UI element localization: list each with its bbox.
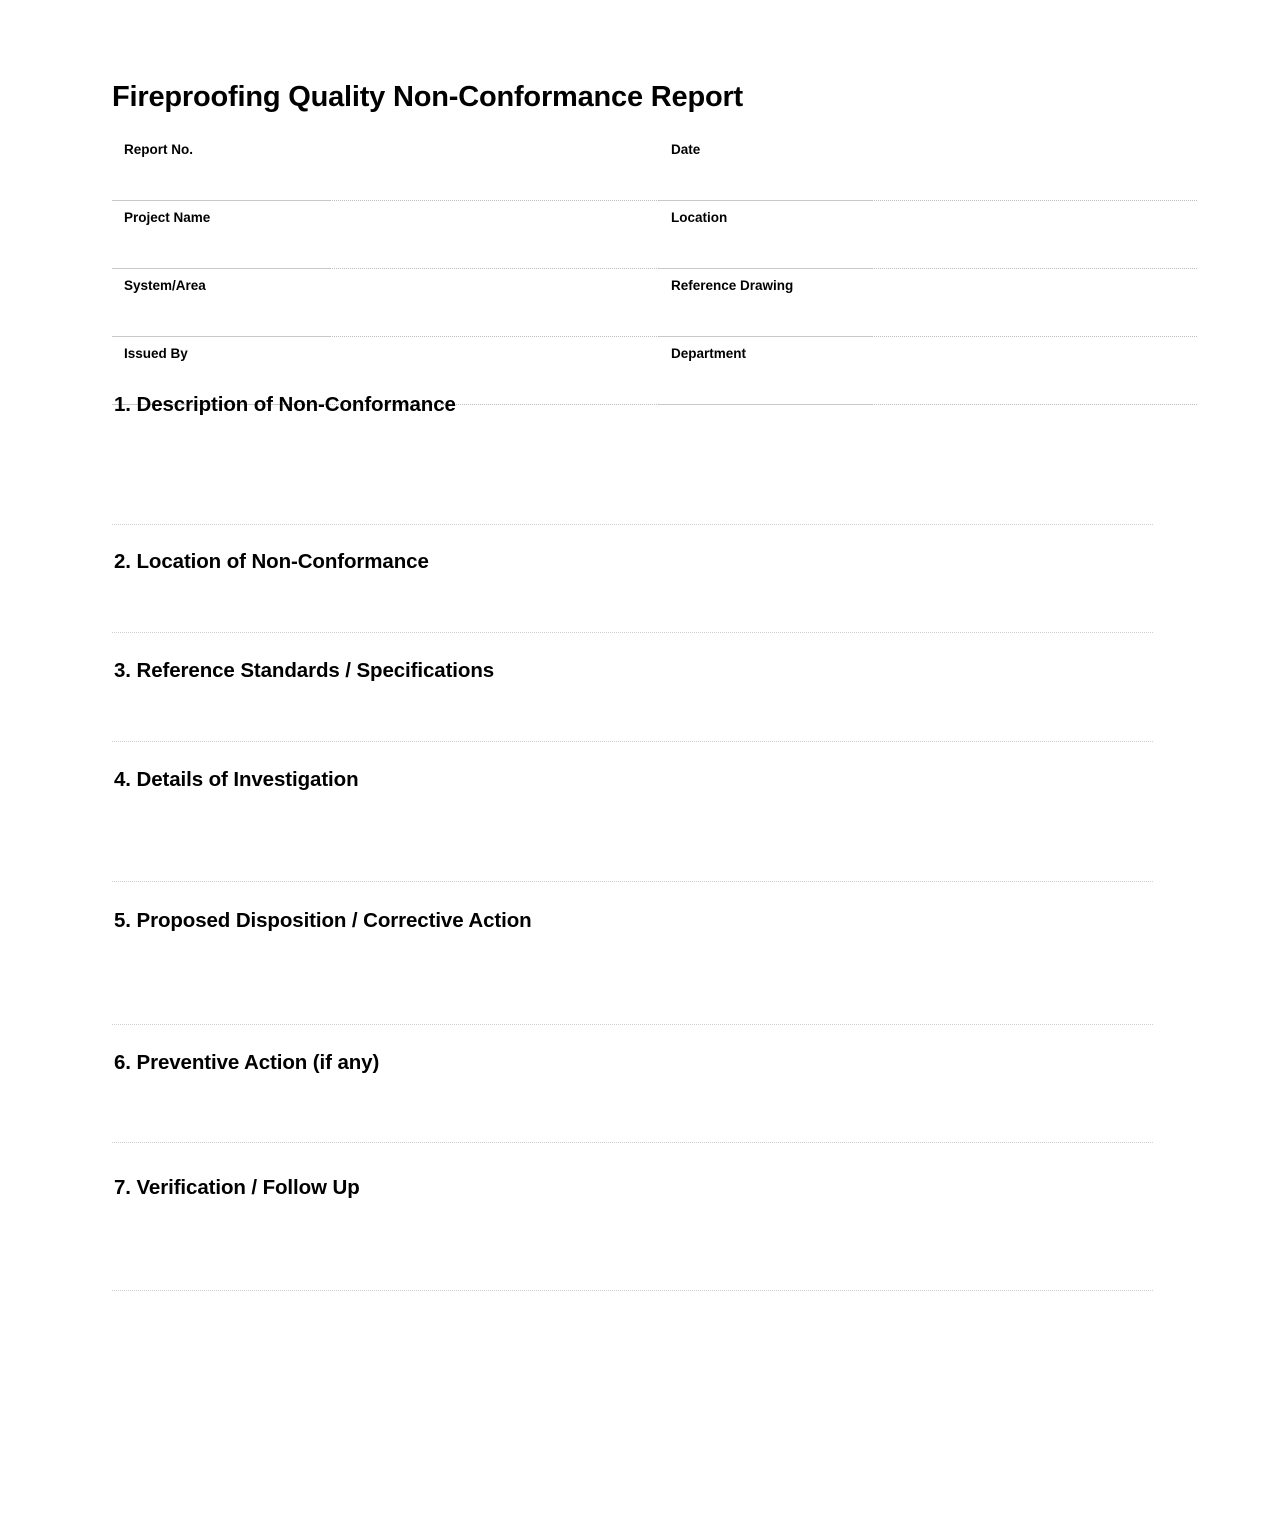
section-content[interactable]: [112, 1076, 1153, 1136]
report-header-body: [112, 133, 1197, 405]
section-3-reference-standards-specifications: [112, 658, 1153, 742]
section-content[interactable]: [112, 793, 1153, 875]
section-content[interactable]: [112, 684, 1153, 735]
section-heading: 1. Description of Non-Conformance: [114, 393, 456, 416]
section-5-proposed-disposition-corrective-action: [112, 908, 1153, 1025]
field-label-report-no: Report No.: [112, 133, 330, 201]
field-label-location: Location: [659, 201, 872, 269]
field-value-project-name[interactable]: [330, 201, 659, 269]
field-value-system-area[interactable]: [330, 269, 659, 337]
section-heading: 7. Verification / Follow Up: [114, 1176, 360, 1199]
table-row: [112, 269, 1197, 337]
section-content[interactable]: [112, 934, 1153, 1018]
section-heading: 3. Reference Standards / Specifications: [114, 659, 495, 682]
field-value-location[interactable]: [872, 201, 1197, 269]
section-4-details-of-investigation: [112, 767, 1153, 882]
field-label-project-name: Project Name: [112, 201, 330, 269]
field-value-reference-drawing[interactable]: [872, 269, 1197, 337]
section-6-preventive-action: [112, 1050, 1153, 1143]
page-title: Fireproofing Quality Non-Conformance Report: [112, 81, 744, 113]
section-heading: 2. Location of Non-Conformance: [114, 550, 429, 573]
section-7-verification-follow-up: [112, 1175, 1153, 1291]
field-label-reference-drawing: Reference Drawing: [659, 269, 872, 337]
report-header-table: [112, 133, 1197, 405]
field-label-date: Date: [659, 133, 872, 201]
field-label-issued-by: Issued By: [112, 337, 330, 405]
table-row: [112, 133, 1197, 201]
field-label-department: Department: [659, 337, 872, 405]
section-2-location-of-non-conformance: [112, 549, 1153, 633]
section-content[interactable]: [112, 575, 1153, 626]
section-heading: 5. Proposed Disposition / Corrective Action: [114, 909, 532, 932]
field-label-system-area: System/Area: [112, 269, 330, 337]
section-1-description-of-non-conformance: [112, 392, 1153, 525]
section-content[interactable]: [112, 418, 1153, 518]
table-row: [112, 201, 1197, 269]
section-heading: 6. Preventive Action (if any): [114, 1051, 380, 1074]
section-heading: 4. Details of Investigation: [114, 768, 359, 791]
section-content[interactable]: [112, 1201, 1153, 1284]
field-value-date[interactable]: [872, 133, 1197, 201]
field-value-report-no[interactable]: [330, 133, 659, 201]
